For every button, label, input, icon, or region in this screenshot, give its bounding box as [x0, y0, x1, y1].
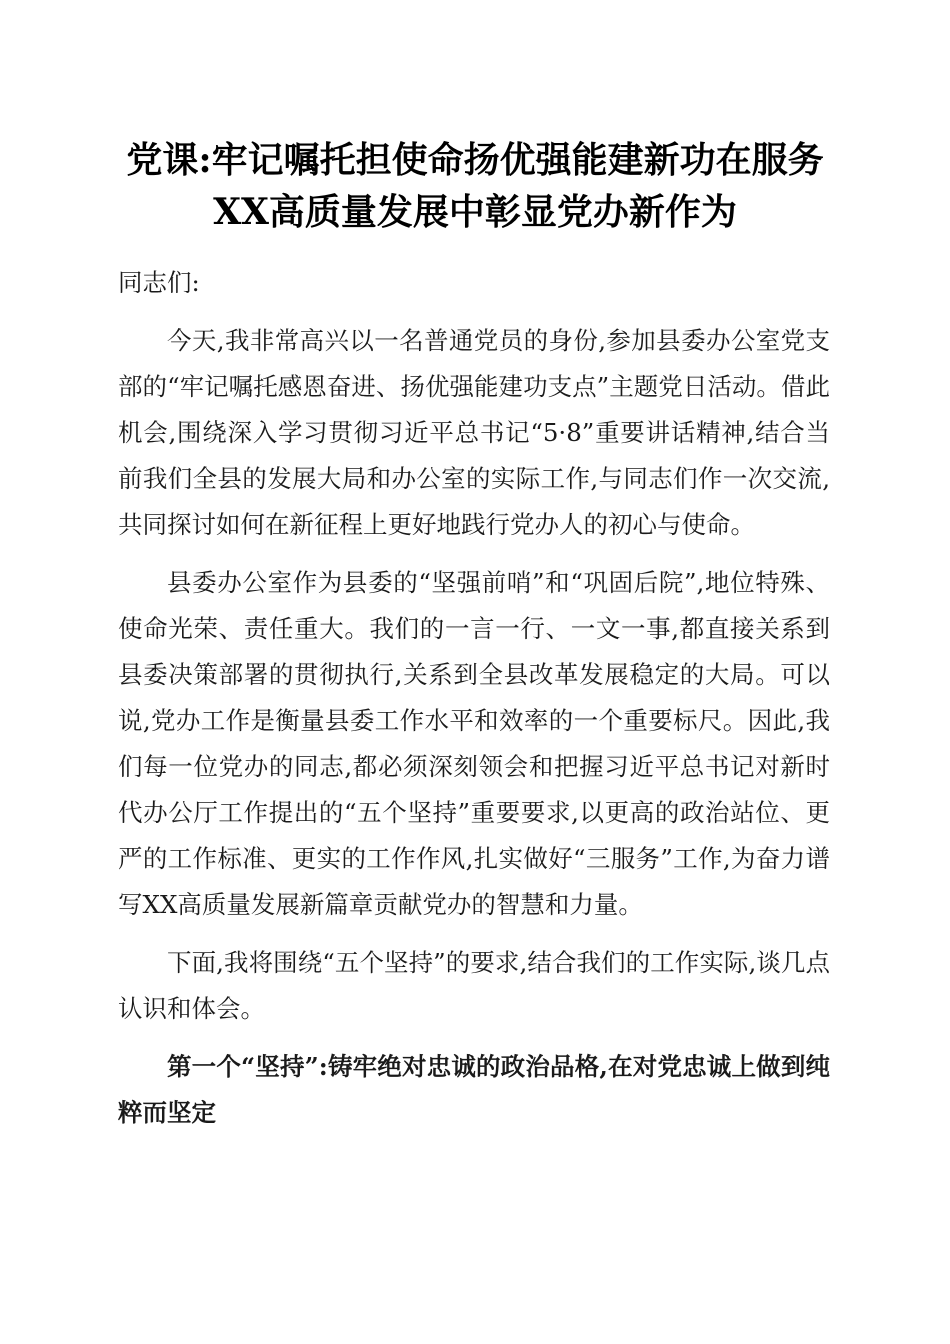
document-title [100, 134, 850, 238]
paragraph-2: 县委办公室作为县委的“坚强前哨”和“巩固后院”,地位特殊、使命光荣、责任重大。我们的一言一行、一文一事,都直接关系到县委决策部署的贯彻执行,关系到全县改革发展稳定的大局。可以说,党办工作是衡量县委工作水平和效率的一个重要标尺。因此,我们每一位党办的同志,都必须深刻领会和把握习近平总书记对新时代办公厅工作提出的“五个坚持”重要要求,以更高的政治站位、更严的工作标准、更实的工作作风,扎实做好“三服务”工作,为奋力谱写XX高质量发展新篇章贡献党办的智慧和力量。 [118, 568, 830, 919]
paragraph-3: 下面,我将围绕“五个坚持”的要求,结合我们的工作实际,谈几点认识和体会。 [118, 948, 830, 1023]
title-line-1: 党课:牢记嘱托担使命扬优强能建新功在服务 [126, 139, 824, 181]
section-heading: 第一个“坚持”:铸牢绝对忠诚的政治品格,在对党忠诚上做到纯粹而坚定 [118, 1052, 830, 1127]
paragraph-1: 今天,我非常高兴以一名普通党员的身份,参加县委办公室党支部的“牢记嘱托感恩奋进、扬优强能建功支点”主题党日活动。借此机会,围绕深入学习贯彻习近平总书记“5·8”重要讲话精神,结合当前我们全县的发展大局和办公室的实际工作,与同志们作一次交流,共同探讨如何在新征程上更好地践行党办人的初心与使命。 [118, 326, 830, 539]
title-line-2: XX高质量发展中彰显党办新作为 [213, 191, 737, 233]
salutation: 同志们: [118, 268, 200, 297]
document-body [118, 260, 830, 1136]
